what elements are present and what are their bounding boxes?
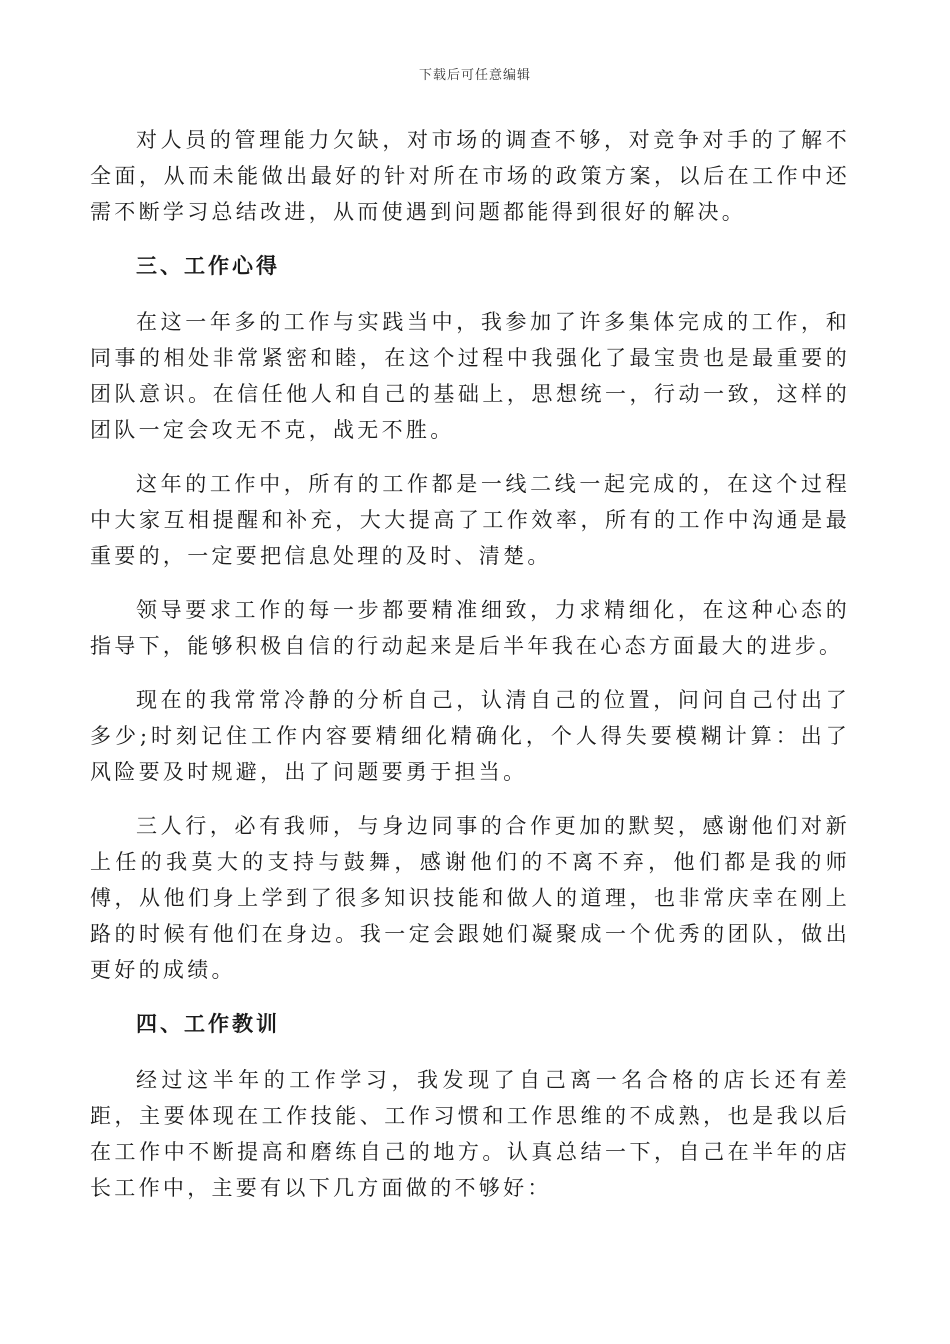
paragraph-self-analysis: 现在的我常常冷静的分析自己，认清自己的位置，问问自己付出了多少;时刻记住工作内容要精细化精确化，个人得失要模糊计算：出了风险要及时规避，出了问题要勇于担当。 [90, 688, 850, 784]
paragraph-precision: 领导要求工作的每一步都要精准细致，力求精细化，在这种心态的指导下，能够积极自信的行动起来是后半年我在心态方面最大的进步。 [90, 598, 850, 658]
section-heading-work-lessons: 四、工作教训 [136, 1011, 280, 1036]
paragraph-team-spirit: 在这一年多的工作与实践当中，我参加了许多集体完成的工作，和同事的相处非常紧密和睦，在这个过程中我强化了最宝贵也是最重要的团队意识。在信任他人和自己的基础上，思想统一，行动一致，这样的团队一定会攻无不克，战无不胜。 [90, 310, 850, 442]
page-header-note: 下载后可任意编辑 [418, 68, 531, 83]
section-heading-work-insights: 三、工作心得 [136, 253, 280, 278]
paragraph-communication: 这年的工作中，所有的工作都是一线二线一起完成的，在这个过程中大家互相提醒和补充，大大提高了工作效率，所有的工作中沟通是最重要的，一定要把信息处理的及时、清楚。 [90, 472, 850, 568]
paragraph-management-shortcomings: 对人员的管理能力欠缺，对市场的调查不够，对竞争对手的了解不全面，从而未能做出最好的针对所在市场的政策方案，以后在工作中还需不断学习总结改进，从而使遇到问题都能得到很好的解决。 [90, 128, 850, 224]
paragraph-lessons: 经过这半年的工作学习，我发现了自己离一名合格的店长还有差距，主要体现在工作技能、工作习惯和工作思维的不成熟，也是我以后在工作中不断提高和磨练自己的地方。认真总结一下，自己在半年的店长工作中，主要有以下几方面做的不够好： [90, 1068, 850, 1200]
paragraph-gratitude: 三人行，必有我师，与身边同事的合作更加的默契，感谢他们对新上任的我莫大的支持与鼓舞，感谢他们的不离不弃，他们都是我的师傅，从他们身上学到了很多知识技能和做人的道理，也非常庆幸在刚上路的时候有他们在身边。我一定会跟她们凝聚成一个优秀的团队，做出更好的成绩。 [90, 814, 850, 982]
document-body [90, 122, 850, 1224]
